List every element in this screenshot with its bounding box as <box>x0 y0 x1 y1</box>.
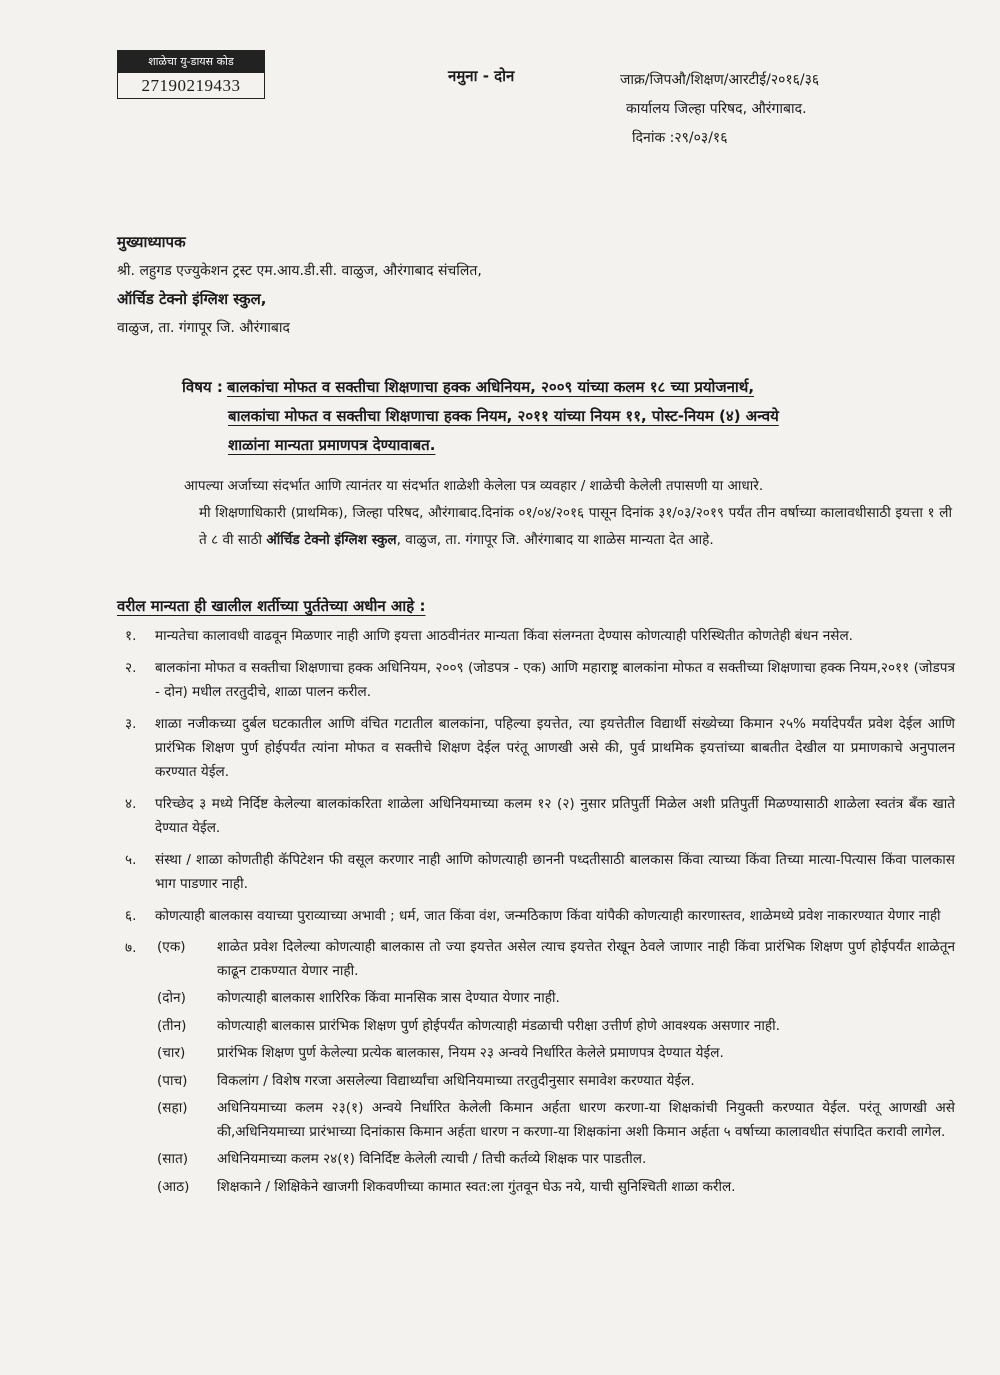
sub-condition-text: अधिनियमाच्या कलम २३(१) अन्वये निर्धारित केलेली किमान अर्हता धारण करणा-या शिक्षकांची नियुक्ती करण्यात येईल. परंतू आणखी असे की,अधिनियमाच्या प्रारंभाच्या दिनांकास किमान अर्हता धारण न करणा-या शिक्षकांना अशी किमान अर्हता ५ वर्षाच्या कालावधीत संपादित करावी लागेल. <box>217 1100 955 1140</box>
condition-number: ७. <box>125 940 137 956</box>
sub-condition <box>155 936 955 983</box>
sub-condition-text: प्रारंभिक शिक्षण पुर्ण केलेल्या प्रत्येक बालकास, नियम २३ अन्वये निर्धारित केलेले प्रमाणपत्र देण्यात येईल. <box>217 1045 724 1061</box>
sub-condition <box>155 987 955 1011</box>
condition-text: बालकांना मोफत व सक्तीचा शिक्षणाचा हक्क अधिनियम, २००९ (जोडपत्र - एक) आणि महाराष्ट्र बालकांना मोफत व सक्तीच्या शिक्षणाचा हक्क नियम,२०११ (जोडपत्र - दोन) मधील तरतुदीचे, शाळा पालन करील. <box>155 660 955 700</box>
condition-text: परिच्छेद ३ मध्ये निर्दिष्ट केलेल्या बालकांकरिता शाळेला अधिनियमाच्या कलम १२ (२) नुसार प्रतिपुर्ती मिळेल अशी प्रतिपुर्ती मिळण्यासाठी शाळेला स्वतंत्र बँक खाते देण्यात येईल. <box>155 796 955 836</box>
subject-line-2: बालकांचा मोफत व सक्तीचा शिक्षणाचा हक्क नियम, २०११ यांच्या नियम ११, पोस्ट-नियम (४) अन्वये <box>228 407 779 425</box>
address-to: मुख्याध्यापक <box>117 233 186 251</box>
form-title: नमुना - दोन <box>448 67 515 85</box>
condition-item <box>125 848 955 896</box>
sub-condition-text: शिक्षकाने / शिक्षिकेने खाजगी शिकवणीच्या कामात स्वत:ला गुंतवून घेऊ नये, याची सुनिश्चिती शाळा करील. <box>217 1178 736 1195</box>
condition-item <box>125 792 955 840</box>
sub-condition-text: कोणत्याही बालकास प्रारंभिक शिक्षण पुर्ण होईपर्यंत कोणत्याही मंडळाची परीक्षा उत्तीर्ण होणे आवश्यक असणार नाही. <box>217 1017 780 1034</box>
address-place: वाळुज, ता. गंगापूर जि. औरंगाबाद <box>117 319 290 336</box>
subject-block <box>182 373 942 460</box>
address-trust: श्री. लहुगड एज्युकेशन ट्रस्ट एम.आय.डी.सी. वाळुज, औरंगाबाद संचलित, <box>117 262 482 279</box>
condition-number: १. <box>125 628 137 644</box>
sub-condition-text: कोणत्याही बालकास शारिरिक किंवा मानसिक त्रास देण्यात येणार नाही. <box>217 990 560 1006</box>
sub-condition-label: (एक) <box>157 939 186 955</box>
condition-number: ३. <box>125 716 137 732</box>
sub-condition-label: (दोन) <box>157 990 186 1006</box>
conditions-list <box>125 624 955 1211</box>
udise-code: 27190219433 <box>141 76 241 95</box>
sub-condition <box>155 1097 955 1144</box>
subject-line-3: शाळांना मान्यता प्रमाणपत्र देण्यावाबत. <box>228 436 436 454</box>
sub-condition-label: (पाच) <box>157 1072 188 1089</box>
condition-text: कोणत्याही बालकास वयाच्या पुराव्याच्या अभावी ; धर्म, जात किंवा वंश, जन्मठिकाण किंवा यांपैकी कोणत्याही कारणास्तव, शाळेमध्ये प्रवेश नाकारण्यात येणार नाही <box>155 908 941 924</box>
condition-text: मान्यतेचा कालावधी वाढवून मिळणार नाही आणि इयत्ता आठवीनंतर मान्यता किंवा संलग्नता देण्यास कोणत्याही परिस्थितीत कोणतेही बंधन नसेल. <box>155 628 853 644</box>
sub-condition <box>155 1070 955 1094</box>
condition-item <box>125 904 955 928</box>
reference-office: कार्यालय जिल्हा परिषद, औरंगाबाद. <box>626 101 807 117</box>
body-line-1: आपल्या अर्जाच्या संदर्भात आणि त्यानंतर या संदर्भात शाळेशी केलेला पत्र व्यवहार / शाळेची केलेली तपासणी या आधारे. <box>184 478 764 494</box>
body-approval-school: ऑर्चिड टेक्नो इंग्लिश स्कुल <box>266 532 397 548</box>
reference-number: जाक्र/जिपऔ/शिक्षण/आरटीई/२०१६/३६ <box>620 72 820 88</box>
sub-condition <box>155 1148 955 1172</box>
subject-label: विषय : <box>182 378 223 396</box>
address-block <box>117 228 482 342</box>
udise-box <box>117 50 265 99</box>
sub-condition-label: (सहा) <box>157 1100 188 1116</box>
condition-number: २. <box>125 660 137 676</box>
subject-line-1: बालकांचा मोफत व सक्तीचा शिक्षणाचा हक्क अधिनियम, २००९ यांच्या कलम १८ च्या प्रयोजनार्थ, <box>227 378 755 396</box>
condition-7-sublist <box>155 936 955 1203</box>
condition-number: ६. <box>125 908 137 924</box>
sub-condition-text: अधिनियमाच्या कलम २४(१) विनिर्दिष्ट केलेली त्याची / तिची कर्तव्ये शिक्षक पार पाडतील. <box>217 1151 647 1167</box>
conditions-heading: वरील मान्यता ही खालील शर्तीच्या पुर्ततेच्या अधीन आहे : <box>117 597 426 615</box>
sub-condition-label: (चार) <box>157 1045 186 1061</box>
sub-condition-label: (तीन) <box>157 1017 187 1034</box>
condition-item-7 <box>125 936 955 1203</box>
sub-condition-text: विकलांग / विशेष गरजा असलेल्या विद्यार्थ्यांचा अधिनियमाच्या तरतुदीनुसार समावेश करण्यात येईल. <box>217 1072 695 1089</box>
sub-condition-label: (सात) <box>157 1151 189 1167</box>
sub-condition-text: शाळेत प्रवेश दिलेल्या कोणत्याही बालकास तो ज्या इयत्तेत असेल त्याच इयत्तेत रोखून ठेवले जाणार नाही किंवा प्रारंभिक शिक्षण पुर्ण होईपर्यंत शाळेतून काढून टाकण्यात येणार नाही. <box>217 939 955 979</box>
condition-number: ५. <box>125 852 137 868</box>
sub-condition <box>155 1015 955 1039</box>
body-paragraph <box>117 473 952 554</box>
udise-label: शाळेचा यु-डायस कोड <box>118 51 264 73</box>
reference-date: दिनांक :२९/०३/१६ <box>632 130 728 146</box>
sub-condition <box>155 1176 955 1200</box>
condition-item <box>125 624 955 648</box>
body-approval-b: , वाळुज, ता. गंगापूर जि. औरंगाबाद या शाळेस मान्यता देत आहे. <box>396 532 714 548</box>
body-approval <box>117 500 952 554</box>
condition-text: शाळा नजीकच्या दुर्बल घटकातील आणि वंचित गटातील बालकांना, पहिल्या इयत्तेत, त्या इयत्तेतील विद्यार्थी संख्येच्या किमान २५% मर्यादेपर्यंत प्रवेश देईल आणि प्रारंभिक शिक्षण पुर्ण होईपर्यंत त्यांना मोफत व सक्तीचे शिक्षण देईल परंतू आणखी असे की, पुर्व प्राथमिक इयत्तांच्या बाबतीत देखील या प्रमाणकाचे अनुपालन करण्यात येईल. <box>155 716 955 780</box>
condition-number: ४. <box>125 796 137 812</box>
condition-item <box>125 712 955 784</box>
condition-text: संस्था / शाळा कोणतीही कॅपिटेशन फी वसूल करणार नाही आणि कोणत्याही छाननी पध्दतीसाठी बालकास किंवा त्याच्या किंवा तिच्या मात्या-पित्यास किंवा पालकास भाग पाडणार नाही. <box>155 852 955 892</box>
body-approval-a: मी शिक्षणाधिकारी (प्राथमिक), जिल्हा परिषद, औरंगाबाद.दिनांक ०१/०४/२०१६ पासून दिनांक ३१/०३/२०१९ पर्यंत तीन वर्षाच्या कालावधीसाठी इयत्ता १ ली ते ८ वी साठी <box>199 505 952 548</box>
reference-block <box>620 66 819 153</box>
sub-condition <box>155 1042 955 1066</box>
sub-condition-label: (आठ) <box>157 1178 190 1195</box>
address-school: ऑर्चिड टेक्नो इंग्लिश स्कुल, <box>117 290 267 308</box>
condition-item <box>125 656 955 704</box>
